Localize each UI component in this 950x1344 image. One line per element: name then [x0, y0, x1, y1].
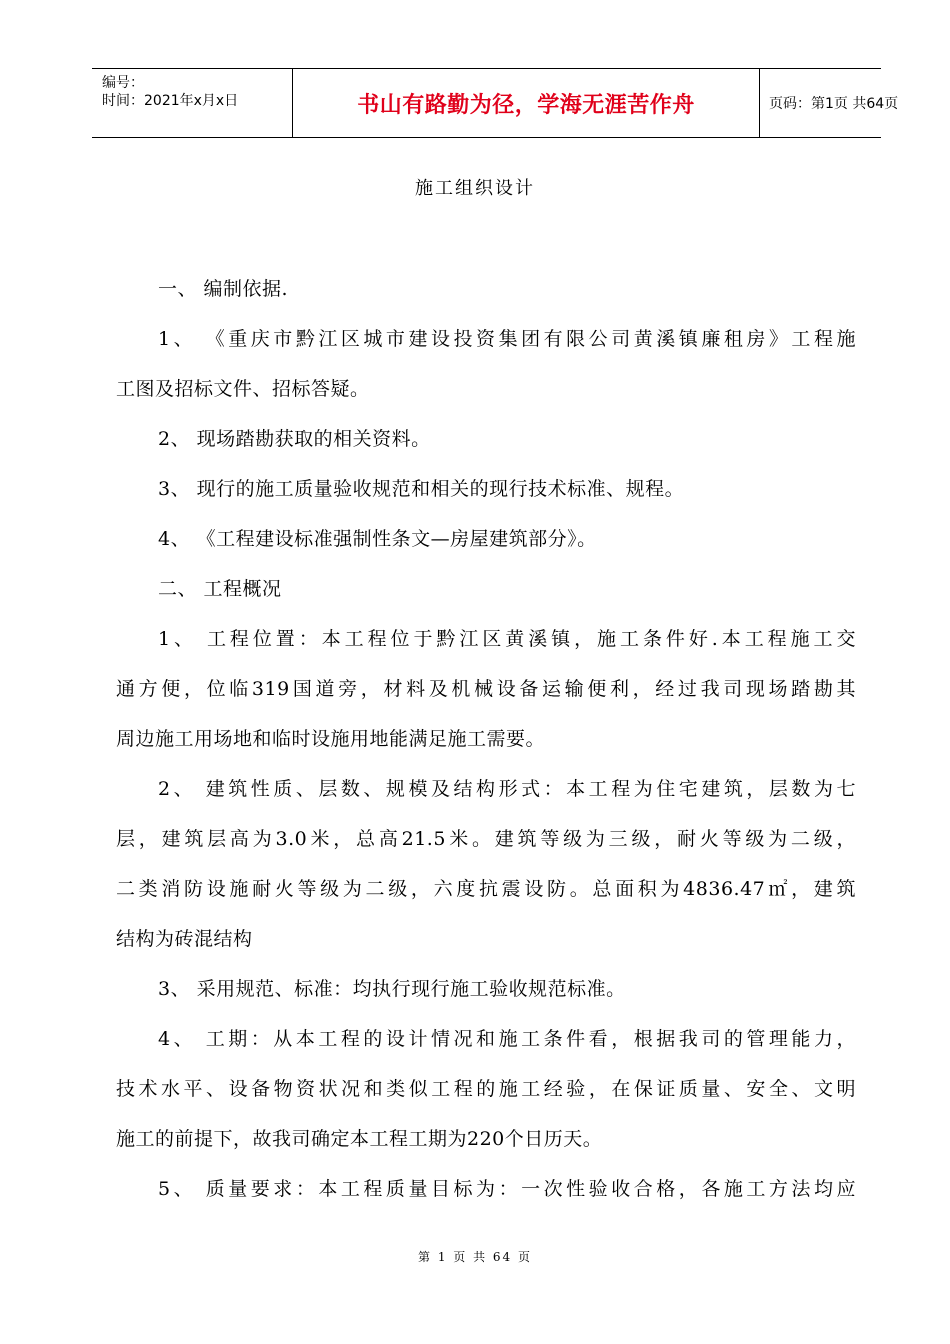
document-header [92, 68, 899, 138]
overview-4-line-2: 技术水平、设备物资状况和类似工程的施工经验，在保证质量、安全、文明 [116, 1078, 856, 1100]
overview-1-line-1: 1、 工程位置：本工程位于黔江区黄溪镇，施工条件好.本工程施工交 [158, 628, 856, 650]
header-meta [92, 69, 292, 137]
section-heading-1: 一、 编制依据. [158, 278, 289, 300]
overview-1-line-2: 通方便，位临319国道旁，材料及机械设备运输便利，经过我司现场踏勘其 [116, 678, 856, 700]
paragraph-1-line-1: 1、 《重庆市黔江区城市建设投资集团有限公司黄溪镇廉租房》工程施 [158, 328, 856, 350]
paragraph-3: 3、 现行的施工质量验收规范和相关的现行技术标准、规程。 [158, 478, 685, 500]
overview-5-line-1: 5、 质量要求：本工程质量目标为：一次性验收合格，各施工方法均应 [158, 1178, 856, 1200]
paragraph-4: 4、 《工程建设标准强制性条文—房屋建筑部分》。 [158, 528, 597, 550]
date-label: 时间：2021年x月x日 [102, 93, 239, 109]
paragraph-2: 2、 现场踏勘获取的相关资料。 [158, 428, 431, 450]
header-page-cell [759, 69, 899, 137]
document-title: 施工组织设计 [415, 178, 535, 199]
overview-2-line-2: 层，建筑层高为3.0米，总高21.5米。建筑等级为三级，耐火等级为二级， [116, 828, 856, 850]
page-footer: 第 1 页 共 64 页 [418, 1250, 532, 1264]
serial-number-label: 编号： [102, 75, 144, 91]
overview-4-line-1: 4、 工期：从本工程的设计情况和施工条件看，根据我司的管理能力， [158, 1028, 856, 1050]
header-motto: 书山有路勤为径，学海无涯苦作舟 [357, 92, 695, 118]
overview-4-line-3: 施工的前提下，故我司确定本工程工期为220个日历天。 [116, 1128, 603, 1150]
overview-2-line-3: 二类消防设施耐火等级为二级，六度抗震设防。总面积为4836.47㎡，建筑 [116, 878, 856, 900]
overview-2-line-1: 2、 建筑性质、层数、规模及结构形式：本工程为住宅建筑，层数为七 [158, 778, 856, 800]
overview-3: 3、 采用规范、标准：均执行现行施工验收规范标准。 [158, 978, 626, 1000]
header-motto-cell [292, 69, 760, 137]
paragraph-1-line-2: 工图及招标文件、招标答疑。 [116, 378, 370, 400]
header-page-code: 页码：第1页 共64页 [769, 96, 899, 112]
overview-2-line-4: 结构为砖混结构 [116, 928, 253, 950]
overview-1-line-3: 周边施工用场地和临时设施用地能满足施工需要。 [116, 728, 546, 750]
section-heading-2: 二、 工程概况 [158, 578, 282, 600]
